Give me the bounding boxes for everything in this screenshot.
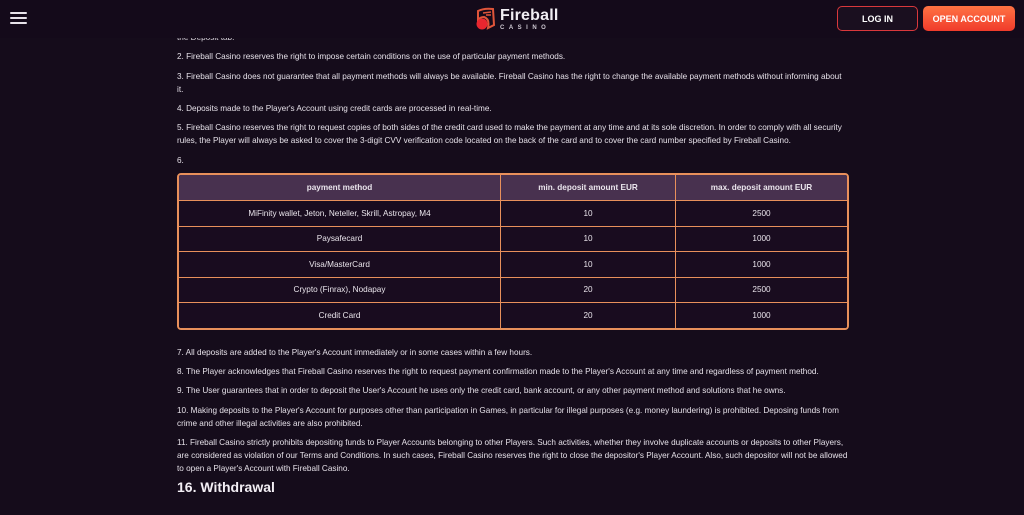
- cell-max-deposit: 1000: [676, 252, 847, 278]
- cell-payment-method: Visa/MasterCard: [179, 252, 501, 278]
- cell-min-deposit: 10: [501, 252, 676, 278]
- cell-min-deposit: 20: [501, 303, 676, 328]
- table-row: [179, 252, 847, 278]
- fireball-logo-icon: [474, 7, 496, 31]
- paragraph-2: 2. Fireball Casino reserves the right to impose certain conditions on the use of particular payment methods.: [177, 52, 566, 61]
- cell-max-deposit: 1000: [676, 227, 847, 253]
- cell-payment-method: MiFinity wallet, Jeton, Neteller, Skrill, Astropay, M4: [179, 201, 501, 227]
- top-header: [0, 0, 1024, 38]
- cell-payment-method: Paysafecard: [179, 227, 501, 253]
- cell-payment-method: Crypto (Finrax), Nodapay: [179, 278, 501, 304]
- table-row: [179, 201, 847, 227]
- paragraph-9: 9. The User guarantees that in order to deposit the User's Account he uses only the credit card, bank account, or any other payment method and solutions that he owns.: [177, 386, 786, 395]
- section-heading-withdrawal: 16. Withdrawal: [177, 479, 275, 495]
- paragraph-5: 5. Fireball Casino reserves the right to request copies of both sides of the credit card used to make the payment at any time and at its sole discretion. In order to comply with all security rules, the Player will always be asked to cover the 3-digit CVV verification code located on the back of the card and to cover the card number specified by Fireball Casino.: [177, 123, 842, 145]
- paragraph-3: 3. Fireball Casino does not guarantee that all payment methods will always be available. Fireball Casino has the right to change the available payment methods without informing about it.: [177, 72, 842, 94]
- paragraph-8: 8. The Player acknowledges that Fireball Casino reserves the right to request payment confirmation made to the Player's Account at any time and regardless of payment method.: [177, 367, 819, 376]
- column-header-payment-method: payment method: [179, 175, 501, 201]
- open-account-button[interactable]: OPEN ACCOUNT: [923, 6, 1015, 31]
- paragraph-4: 4. Deposits made to the Player's Account using credit cards are processed in real-time.: [177, 104, 492, 113]
- paragraph-10: 10. Making deposits to the Player's Account for purposes other than participation in Games, in particular for illegal purposes (e.g. money laundering) is prohibited. Deposing funds from crime and other illegal activities are also prohibited.: [177, 406, 839, 428]
- table-header-row: [179, 175, 847, 201]
- deposit-limits-table: [177, 173, 849, 330]
- column-header-min-deposit: min. deposit amount EUR: [501, 175, 676, 201]
- cell-min-deposit: 10: [501, 201, 676, 227]
- table-row: [179, 227, 847, 253]
- paragraph-11: 11. Fireball Casino strictly prohibits depositing funds to Player Accounts belonging to other Players. Such activities, whether they involve duplicate accounts or deposits to other Players, are considered as violation of our Terms and Conditions. In such cases, Fireball Casino reserves the right to close the depositor's Player Account. Also, such depositor will not be allowed to open a Player's Account with Fireball Casino.: [177, 438, 848, 473]
- column-header-max-deposit: max. deposit amount EUR: [676, 175, 847, 201]
- cell-min-deposit: 20: [501, 278, 676, 304]
- cell-max-deposit: 2500: [676, 278, 847, 304]
- login-button[interactable]: LOG IN: [837, 6, 918, 31]
- table-row: [179, 278, 847, 304]
- fireball-casino-logo[interactable]: [474, 6, 559, 32]
- logo-name: Fireball: [500, 6, 559, 24]
- paragraph-7: 7. All deposits are added to the Player's Account immediately or in some cases within a few hours.: [177, 348, 533, 357]
- cell-payment-method: Credit Card: [179, 303, 501, 328]
- cell-min-deposit: 10: [501, 227, 676, 253]
- paragraph-6: 6.: [177, 156, 184, 165]
- logo-subtitle: CASINO: [500, 24, 551, 31]
- hamburger-menu-icon[interactable]: [10, 12, 27, 25]
- cell-max-deposit: 2500: [676, 201, 847, 227]
- cell-max-deposit: 1000: [676, 303, 847, 328]
- table-row: [179, 303, 847, 328]
